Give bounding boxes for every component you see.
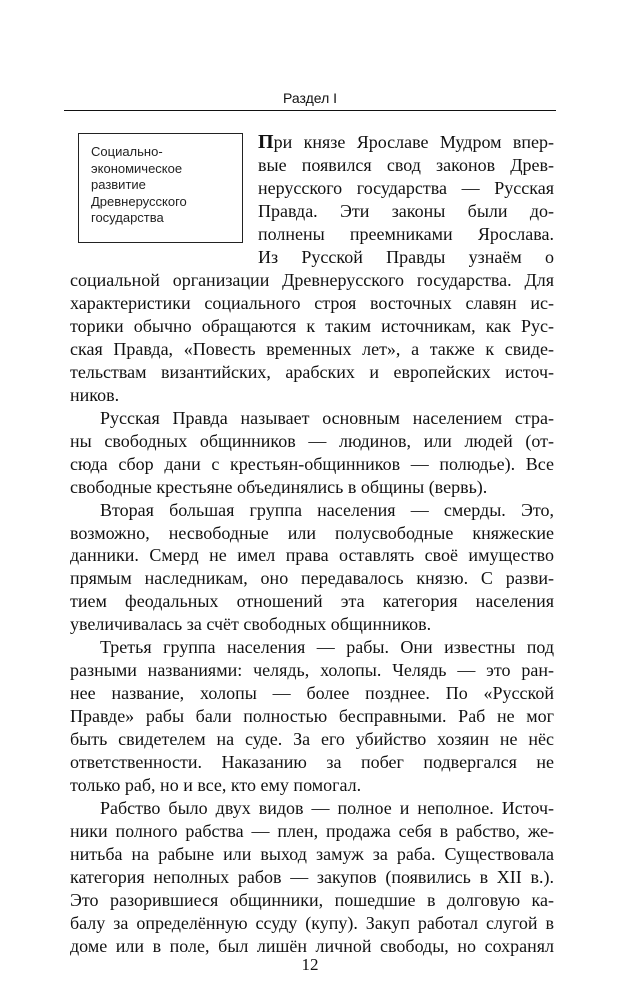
- text-line: увеличивалась за счёт свободных общинников.: [70, 614, 432, 635]
- text-line: категория неполных рабов — закупов (появились в XII в.).: [70, 867, 554, 888]
- margin-note-line: Древнерусского: [91, 193, 187, 209]
- text-line: быть свидетелем на суде. За его убийство хозяин не нёс: [70, 729, 554, 750]
- page-number: 12: [301, 955, 319, 974]
- text-line: нерусского государства — Русская: [258, 177, 554, 198]
- text-line: тельствам византийских, арабских и европейских источ-: [70, 361, 554, 382]
- text-line: ников.: [70, 384, 120, 405]
- margin-note-line: развитие: [91, 177, 146, 192]
- text-line: Правде» рабы бали полностью бесправными. Раб не мог: [70, 706, 554, 727]
- text-line: характеристики социального строя восточных славян ис-: [70, 292, 554, 313]
- text-line: свободные крестьяне объединялись в общины (вервь).: [70, 476, 488, 497]
- text-line: Вторая большая группа населения — смерды. Это,: [100, 499, 554, 520]
- drop-cap: П: [258, 131, 274, 153]
- text-line: Из Русской Правды узнаём о: [258, 246, 554, 267]
- section-title: Раздел I: [282, 90, 338, 106]
- text-line: полнены преемниками Ярослава.: [258, 223, 554, 244]
- margin-note-line: государства: [91, 210, 164, 225]
- text-line: Третья группа населения — рабы. Они известны под: [100, 637, 554, 658]
- text-line: Правда. Эти законы были до-: [258, 200, 554, 221]
- text-line: прямым наследникам, оно передавалось князю. С разви-: [70, 568, 554, 589]
- text-line: ники полного рабства — плен, продажа себя в рабство, же-: [70, 821, 554, 842]
- text-line: нее название, холопы — более позднее. По «Русской: [70, 683, 554, 704]
- text-line: социальной организации Древнерусского государства. Для: [70, 269, 554, 290]
- margin-note-line: экономическое: [91, 160, 183, 176]
- text-line: ны свободных общинников — людинов, или людей (от-: [70, 430, 554, 451]
- text-line: Это разорившиеся общинники, пошедшие в долговую ка-: [70, 890, 554, 911]
- text-line: данники. Смерд не имел права оставлять своё имущество: [70, 545, 554, 566]
- text-line: тием феодальных отношений эта категория населения: [70, 591, 554, 612]
- text-line: сюда сбор дани с крестьян-общинников — полюдье). Все: [70, 453, 554, 474]
- running-header: [64, 88, 556, 111]
- text-line: доме или в поле, был лишён личной свободы, но сохранял: [70, 936, 554, 956]
- text-line: вые появился свод законов Древ-: [258, 154, 554, 175]
- text-line: Русская Правда называет основным населением стра-: [100, 407, 554, 428]
- text-line: нитьба на рабыне или выход замуж за раба. Существовала: [70, 844, 554, 865]
- margin-note-line: Социально-: [91, 144, 163, 159]
- text-line: ответственности. Наказанию за побег подвергался не: [70, 752, 554, 773]
- text-line: торики обычно обращаются к таким источникам, как Рус-: [70, 315, 554, 336]
- text-line: возможно, несвободные или полусвободные княжеские: [70, 522, 554, 543]
- text-line: ская Правда, «Повесть временных лет», а также к свиде-: [70, 338, 554, 359]
- text-line: При князе Ярославе Мудром впер-: [258, 131, 554, 153]
- text-line: балу за определённую ссуду (купу). Закуп работал слугой в: [70, 913, 554, 934]
- text-line: разными названиями: челядь, холопы. Челядь — это ран-: [70, 660, 554, 681]
- margin-note-box: [78, 133, 243, 243]
- text-line: Рабство было двух видов — полное и неполное. Источ-: [100, 798, 554, 819]
- text-line: только раб, но и все, кто ему помогал.: [70, 775, 362, 796]
